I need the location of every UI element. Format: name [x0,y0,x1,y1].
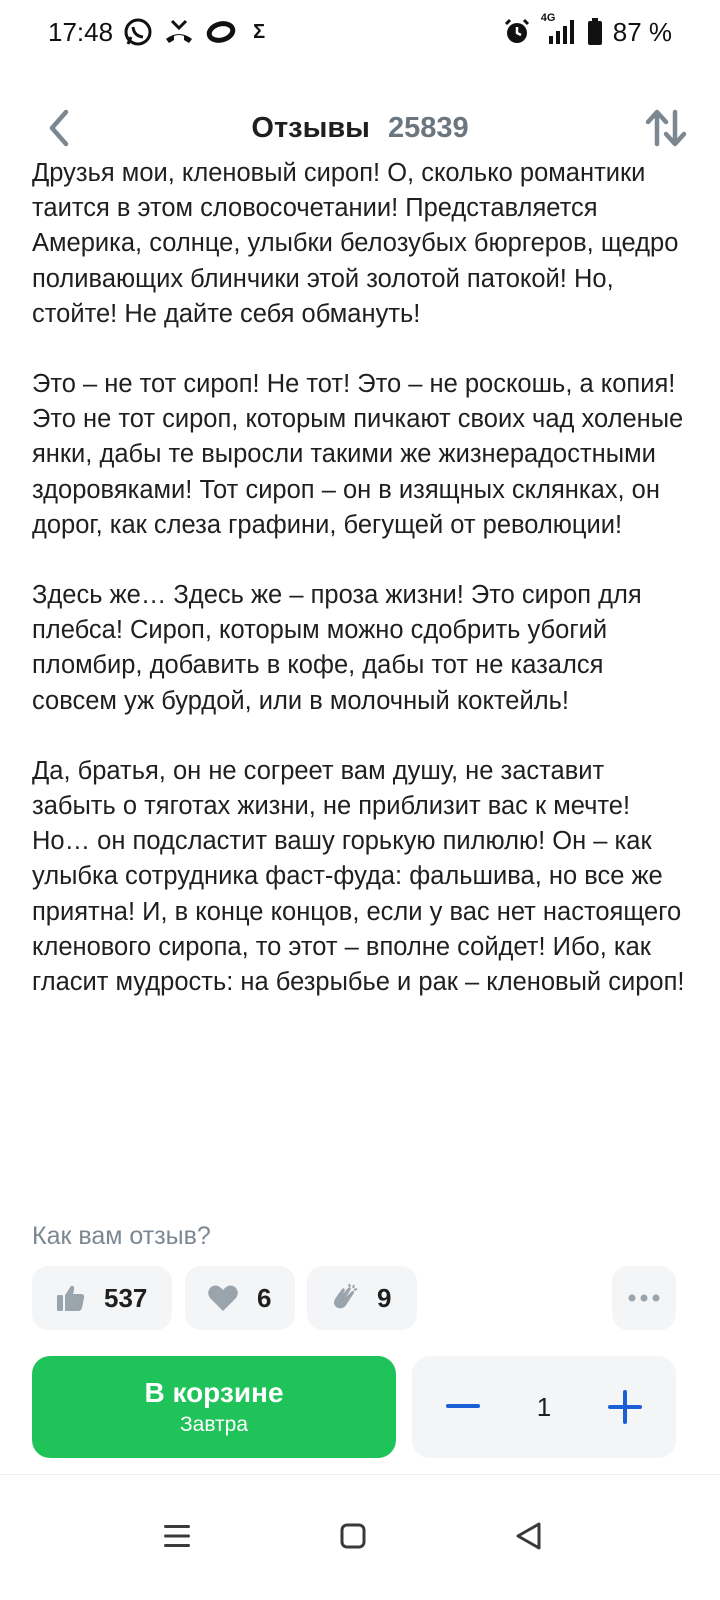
status-time: 17:48 [48,16,114,47]
heart-count: 6 [257,1282,272,1313]
like-button[interactable] [32,1266,172,1330]
alarm-icon [503,18,531,46]
review-count: 25839 [387,111,469,144]
quantity-stepper [412,1356,676,1458]
plus-icon [608,1390,642,1424]
status-bar [0,0,720,64]
clap-button[interactable] [307,1266,417,1330]
quantity-value: 1 [536,1391,552,1422]
rate-review-prompt: Как вам отзыв? [32,1222,211,1250]
more-dots-icon [628,1294,660,1302]
clap-count: 9 [377,1282,392,1313]
review-paragraph: Да, братья, он не согреет вам душу, не заставит забыть о тяготах жизни, не приблизит вас к мечте! Но… он подсластит вашу горькую пилюлю! Он – как улыбка сотрудника фаст-фуда: фальшива, но все же приятна! И, в конце концов, если у вас нет настоящего кленового сиропа, то этот – вполне сойдет! Ибо, как гласит мудрость: на безрыбье и рак – кленовый сироп! [32,756,685,997]
home-button[interactable] [318,1501,388,1571]
clap-icon [329,1283,359,1313]
sigma-icon: Σ [253,20,266,43]
review-paragraph: Здесь же… Здесь же – проза жизни! Это сироп для плебса! Сироп, которым можно сдобрить убогий пломбир, добавить в кофе, дабы тот не казался совсем уж бурдой, или в молочный коктейль! [32,581,642,715]
network-type-label: 4G [540,12,556,24]
sort-button[interactable] [640,102,692,154]
increase-quantity-button[interactable] [600,1382,650,1432]
in-cart-label: В корзине [144,1377,284,1408]
missed-call-icon [163,17,195,47]
review-paragraph: Друзья мои, кленовый сироп! О, сколько романтики таится в этом словосочетании! Представляется Америка, солнце, улыбки белозубых бюргеров, щедро поливающих блинчики этой золотой патокой! Но, стойте! Не дайте себя обмануть! [32,159,679,328]
recents-button[interactable] [142,1501,212,1571]
signal-icon [540,12,577,46]
in-cart-button[interactable] [32,1356,396,1458]
delivery-date: Завтра [179,1413,249,1436]
review-text [32,156,688,1000]
battery-icon [587,18,603,46]
more-options-button[interactable] [612,1266,676,1330]
page-title: Отзывы [251,111,370,144]
review-paragraph: Это – не тот сироп! Не тот! Это – не роскошь, а копия! Это не тот сироп, которым пичкают своих чад холеные янки, дабы те выросли такими же жизнерадостными здоровяками! Тот сироп – он в изящных склянках, он дорог, как слеза графини, бегущей от революции! [32,370,684,539]
recents-icon [163,1524,191,1548]
sort-arrows-icon [644,108,688,148]
back-button[interactable] [34,104,82,152]
ring-app-icon [205,17,237,47]
whatsapp-icon [123,17,153,47]
system-back-button[interactable] [494,1501,564,1571]
review-body[interactable] [32,159,688,1210]
heart-icon [207,1284,239,1312]
status-left [48,17,265,48]
chevron-left-icon [44,108,72,148]
battery-percent: 87 % [612,16,672,47]
decrease-quantity-button[interactable] [438,1382,488,1432]
like-count: 537 [104,1282,148,1313]
reactions-bar [32,1266,676,1330]
back-triangle-icon [514,1521,544,1551]
heart-button[interactable] [185,1266,295,1330]
minus-icon [446,1404,480,1410]
app-header [0,90,720,166]
home-square-icon [339,1522,367,1550]
system-nav-bar [0,1475,720,1600]
cart-area [32,1356,676,1458]
status-right [503,12,672,48]
thumbs-up-icon [56,1284,86,1312]
